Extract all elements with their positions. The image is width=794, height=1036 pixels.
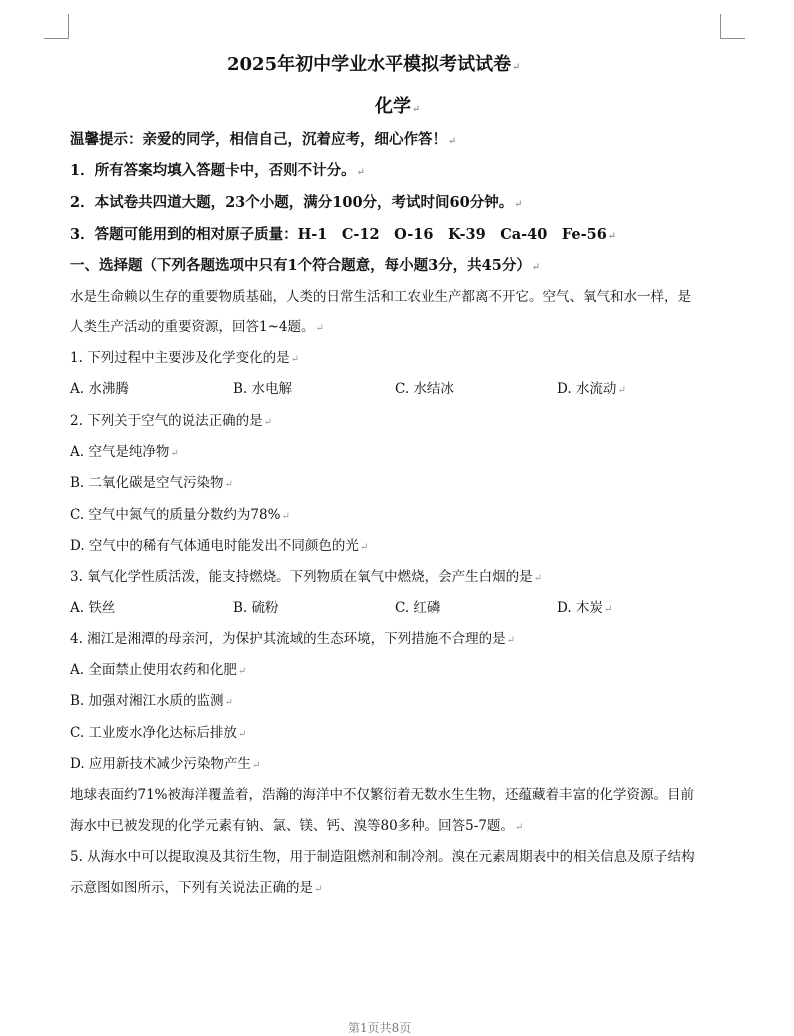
question-stem: 4. 湘江是湘潭的母亲河，为保护其流域的生态环境，下列措施不合理的是↵ <box>70 631 516 647</box>
intro-paragraph-line: 人类生产活动的重要资源，回答1~4题。↵ <box>70 319 324 335</box>
option-c: C. 空气中氮气的质量分数约为78%↵ <box>70 507 290 523</box>
subject-title: 化学↵ <box>375 96 421 117</box>
option-a: A. 水沸腾 <box>70 381 129 397</box>
option-d: D. 木炭↵ <box>557 600 613 616</box>
question-stem: 3. 氧气化学性质活泼，能支持燃烧。下列物质在氧气中燃烧，会产生白烟的是↵ <box>70 569 543 585</box>
tip-line: 温馨提示：亲爱的同学，相信自己，沉着应考，细心作答！↵ <box>70 131 457 148</box>
tip-line: 1．所有答案均填入答题卡中，否则不计分。↵ <box>70 162 365 179</box>
section-heading: 一、选择题（下列各题选项中只有1个符合题意，每小题3分，共45分）↵ <box>70 257 541 274</box>
page-footer: 第1页共8页 <box>348 1021 412 1035</box>
option-d: D. 水流动↵ <box>557 381 626 397</box>
question-stem: 2. 下列关于空气的说法正确的是↵ <box>70 413 273 429</box>
option-c: C. 工业废水净化达标后排放↵ <box>70 725 247 741</box>
option-d: D. 应用新技术减少污染物产生↵ <box>70 756 261 772</box>
option-a: A. 铁丝 <box>70 600 116 616</box>
option-b: B. 水电解 <box>233 381 293 397</box>
exam-title: 2025年初中学业水平模拟考试试卷↵ <box>227 54 521 75</box>
intro-paragraph-line: 水是生命赖以生存的重要物质基础，人类的日常生活和工农业生产都离不开它。空气、氧气和水一样，是 <box>70 289 691 305</box>
option-c: C. 水结冰 <box>395 381 454 397</box>
option-b: B. 硫粉 <box>233 600 279 616</box>
option-b: B. 加强对湘江水质的监测↵ <box>70 693 233 709</box>
crop-mark-top-right <box>720 14 745 39</box>
option-d: D. 空气中的稀有气体通电时能发出不同颜色的光↵ <box>70 538 369 554</box>
question-stem: 1. 下列过程中主要涉及化学变化的是↵ <box>70 350 300 366</box>
tip-line: 2．本试卷共四道大题，23个小题，满分100分，考试时间60分钟。↵ <box>70 194 523 211</box>
question-stem: 5. 从海水中可以提取溴及其衍生物，用于制造阻燃剂和制冷剂。溴在元素周期表中的相关信息及原子结构 <box>70 849 695 865</box>
option-c: C. 红磷 <box>395 600 441 616</box>
option-a: A. 空气是纯净物↵ <box>70 444 179 460</box>
tip-line: 3．答题可能用到的相对原子质量：H-1 C-12 O-16 K-39 Ca-40 Fe-56↵ <box>70 226 617 243</box>
option-a: A. 全面禁止使用农药和化肥↵ <box>70 662 247 678</box>
intro-paragraph-line: 海水中已被发现的化学元素有钠、氯、镁、钙、溴等80多种。回答5-7题。↵ <box>70 818 524 834</box>
intro-paragraph-line: 地球表面约71%被海洋覆盖着，浩瀚的海洋中不仅繁衍着无数水生生物，还蕴藏着丰富的化学资源。目前 <box>70 787 695 803</box>
question-stem: 示意图如图所示，下列有关说法正确的是↵ <box>70 880 323 896</box>
option-b: B. 二氧化碳是空气污染物↵ <box>70 475 233 491</box>
crop-mark-top-left <box>44 14 69 39</box>
